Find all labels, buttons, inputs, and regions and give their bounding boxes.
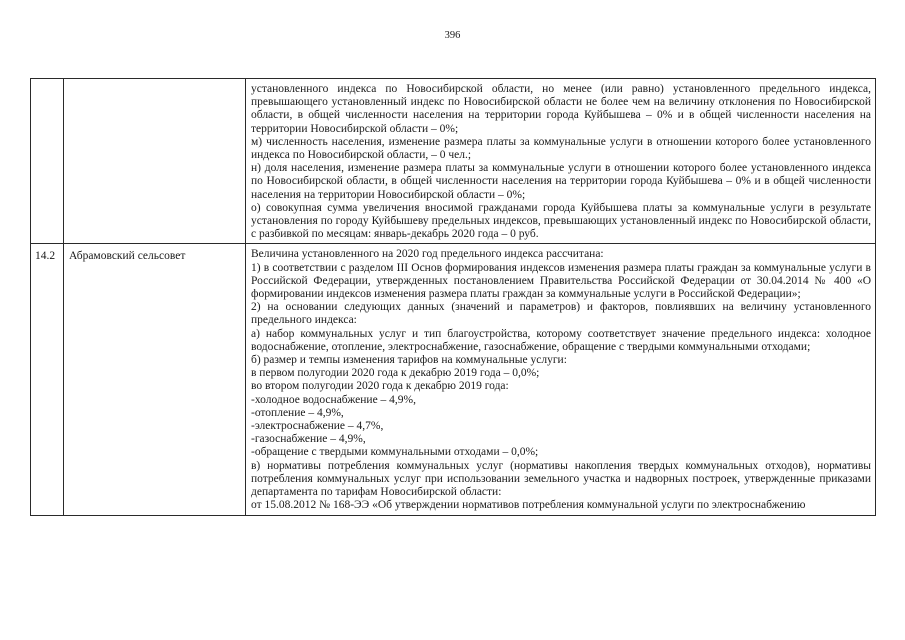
description-paragraph: -обращение с твердыми коммунальными отходами – 0,0%;: [251, 446, 539, 459]
table-body: [31, 79, 876, 516]
municipality-name-cell: [64, 79, 246, 244]
description-cell: [246, 79, 876, 244]
table-row: [31, 244, 876, 515]
description-paragraph: от 15.08.2012 № 168-ЭЭ «Об утверждении нормативов потребления коммунальной услуги по электроснабжению: [251, 499, 806, 512]
description-paragraph: 1) в соответствии с разделом III Основ формирования индексов изменения размера платы граждан за коммунальные услуги в Российской Федерации, утвержденных постановлением Правительства Российской Федерации от 30.04.2014 № 400 «О формировании индексов изменения размера платы граждан за коммунальные услуги в Российской Федерации»;: [251, 261, 871, 301]
table-row: [31, 79, 876, 244]
description-paragraph: -отопление – 4,9%,: [251, 406, 344, 419]
description-paragraph: а) набор коммунальных услуг и тип благоустройства, которому соответствует значение предельного индекса: холодное водоснабжение, отопление, электроснабжение, газоснабжение, обращение с твердыми коммунальными отходами;: [251, 327, 871, 353]
description-cell: [246, 244, 876, 515]
description-paragraph: -холодное водоснабжение – 4,9%,: [251, 393, 416, 406]
description-paragraph: 2) на основании следующих данных (значений и параметров) и факторов, повлиявших на величину установленного предельного индекса:: [251, 301, 871, 327]
description-paragraph: Величина установленного на 2020 год предельного индекса рассчитана:: [251, 248, 604, 261]
description-paragraph: о) совокупная сумма увеличения вносимой гражданами города Куйбышева платы за коммунальные услуги в результате установления по городу Куйбышеву предельных индексов, превышающих установленный индекс по Новосибирской области, с разбивкой по месяцам: январь-декабрь 2020 года – 0 руб.: [251, 201, 871, 241]
row-number-cell: [31, 79, 64, 244]
description-paragraph: -газоснабжение – 4,9%,: [251, 433, 366, 446]
description-paragraph: установленного индекса по Новосибирской области, но менее (или равно) установленного предельного индекса, превышающего установленный индекс по Новосибирской области не более чем на величину отклонения по Новосибирской области, в общей численности населения на территории города Куйбышева – 0% и в общей численности населения на территории Новосибирской области – 0%;: [251, 83, 871, 135]
municipality-name-cell: Абрамовский сельсовет: [64, 244, 246, 515]
description-paragraph: б) размер и темпы изменения тарифов на коммунальные услуги:: [251, 354, 567, 367]
description-paragraph: в первом полугодии 2020 года к декабрю 2019 года – 0,0%;: [251, 367, 540, 380]
description-paragraph: -электроснабжение – 4,7%,: [251, 420, 384, 433]
document-table: [30, 78, 876, 516]
row-number-cell: 14.2: [31, 244, 64, 515]
description-paragraph: во втором полугодии 2020 года к декабрю 2019 года:: [251, 380, 509, 393]
description-paragraph: н) доля населения, изменение размера платы за коммунальные услуги в отношении которого более установленного индекса по Новосибирской области, в общей численности населения на территории города Куйбышева – 0% и в общей численности населения на территории Новосибирской области – 0%;: [251, 162, 871, 201]
description-paragraph: в) нормативы потребления коммунальных услуг (нормативы накопления твердых коммунальных отходов), нормативы потребления коммунальных услуг при использовании земельного участка и надворных построек, утвержденные приказами департамента по тарифам Новосибирской области:: [251, 459, 871, 499]
page-number: 396: [444, 30, 461, 41]
description-paragraph: м) численность населения, изменение размера платы за коммунальные услуги в отношении которого более установленного индекса по Новосибирской области, – 0 чел.;: [251, 135, 871, 162]
